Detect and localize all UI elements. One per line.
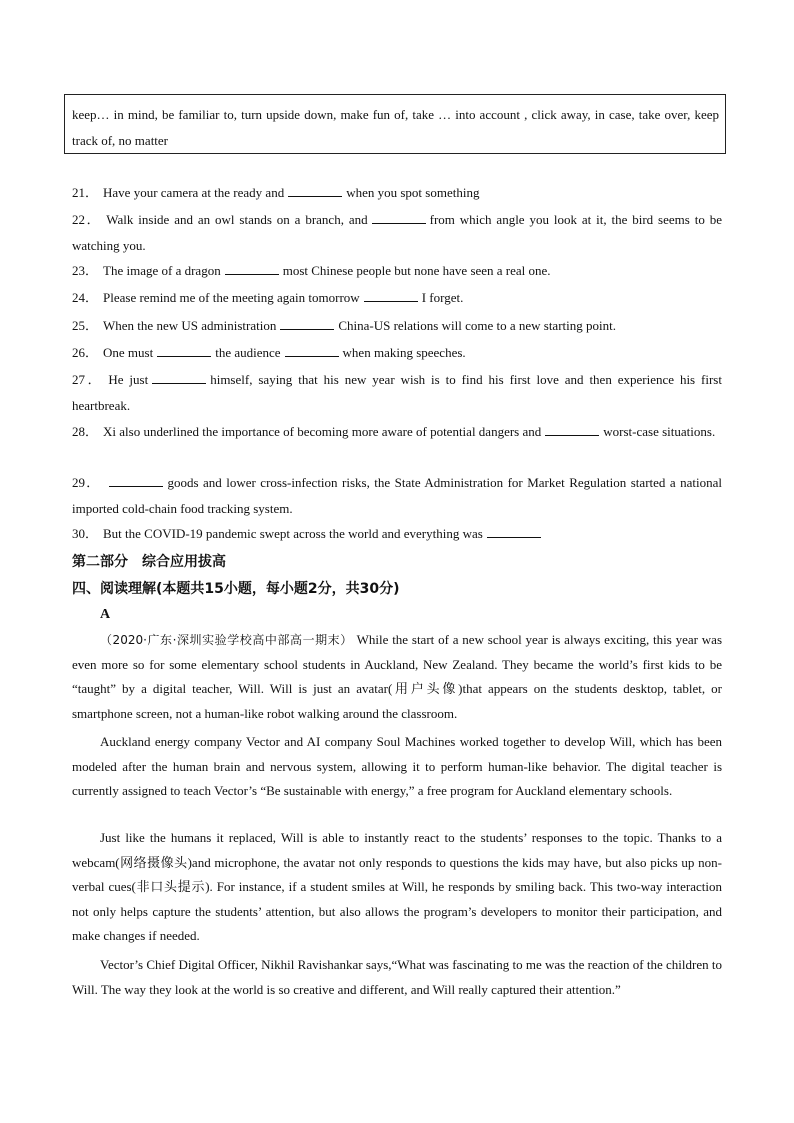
question-text-after: I forget.	[421, 290, 464, 305]
question-text-before: Xi also underlined the importance of becoming more aware of potential dangers and	[103, 424, 542, 439]
question-number: 28．	[72, 424, 99, 439]
question-text-before: The image of a dragon	[103, 263, 221, 278]
question-27	[72, 367, 722, 419]
question-text-before: When the new US administration	[103, 318, 277, 333]
question-26	[72, 340, 722, 366]
question-text-before: Please remind me of the meeting again tomorrow	[103, 290, 360, 305]
question-text-after: goods and lower cross-infection risks, the State Administration for Market Regulation started a national imported cold-chain food tracking system.	[72, 475, 722, 516]
question-number: 29．	[72, 475, 101, 490]
paragraph-3-text: Just like the humans it replaced, Will is able to instantly react to the students’ responses to the topic. Thanks to a webcam(网络摄像头)and microphone, the avatar not only responds to questions the kids may have, but also picks up non-verbal cues(非口头提示). For instance, if a student smiles at Will, he responds by smiling back. This two-way interaction not only helps capture the students’ attention, but also allows the program’s developers to monitor their participation, and make changes if needed.	[72, 830, 722, 943]
paragraph-4-text: Vector’s Chief Digital Officer, Nikhil Ravishankar says,“What was fascinating to me was the reaction of the children to Will. The way they look at the world is so creative and different, and Will really captured their attention.”	[72, 957, 722, 997]
question-number: 24．	[72, 290, 99, 305]
passage-letter: A	[100, 607, 111, 622]
question-text-after: most Chinese people but none have seen a real one.	[282, 263, 551, 278]
question-text-after: worst-case situations.	[603, 424, 716, 439]
answer-blank[interactable]	[109, 474, 163, 487]
question-number: 30．	[72, 526, 99, 541]
question-text-after: the audience	[215, 345, 281, 360]
question-text-after: when you spot something	[346, 185, 480, 200]
question-number: 25．	[72, 318, 99, 333]
question-text-before: Walk inside and an owl stands on a branch, and	[106, 212, 368, 227]
paragraph-1-text: While the start of a new school year is always exciting, this year was even more so for some elementary school students in Auckland, New Zealand. They became the world’s first kids to be “taught” by a digital teacher, Will. Will is just an avatar(用户头像)that appears on the students desktop, tablet, or smartphone screen, not a human-like robot walking around the classroom.	[72, 632, 723, 721]
question-text-after-2: when making speeches.	[342, 345, 466, 360]
question-text-after: China-US relations will come to a new starting point.	[338, 318, 616, 333]
answer-blank[interactable]	[487, 525, 541, 538]
question-text-before: One must	[103, 345, 154, 360]
source-citation: （2020·广东·深圳实验学校高中部高一期末）	[100, 633, 353, 647]
question-25	[72, 313, 722, 339]
answer-blank[interactable]	[280, 317, 334, 330]
answer-blank[interactable]	[157, 344, 211, 357]
paragraph-1	[72, 628, 722, 726]
paragraph-3	[72, 826, 722, 949]
answer-blank-2[interactable]	[285, 344, 339, 357]
phrase-bank-box	[64, 94, 726, 154]
question-text-before: He just	[108, 372, 149, 387]
question-21	[72, 180, 722, 206]
answer-blank[interactable]	[545, 423, 599, 436]
question-30	[72, 521, 722, 547]
paragraph-2	[72, 730, 722, 804]
answer-blank[interactable]	[372, 211, 426, 224]
answer-blank[interactable]	[225, 262, 279, 275]
part-two-title: 第二部分 综合应用拔高	[72, 554, 226, 570]
answer-blank[interactable]	[152, 371, 206, 384]
paragraph-4	[72, 953, 722, 1002]
answer-blank[interactable]	[364, 289, 418, 302]
question-23	[72, 258, 722, 284]
question-number: 23．	[72, 263, 99, 278]
question-number: 27．	[72, 372, 104, 387]
question-24	[72, 285, 722, 311]
section-four-title: 四、阅读理解(本题共15小题，每小题2分，共30分)	[72, 581, 400, 597]
phrase-bank-text: keep… in mind, be familiar to, turn upside down, make fun of, take … into account , click away, in case, take over, keep track of, no matter	[72, 107, 719, 148]
question-text-after: himself, saying that his new year wish is to find his first love and then experience his first heartbreak.	[72, 372, 722, 413]
paragraph-2-text: Auckland energy company Vector and AI company Soul Machines worked together to develop Will, which has been modeled after the human brain and nervous system, allowing it to perform human-like behavior. The digital teacher is currently assigned to teach Vector’s “Be sustainable with energy,” a free program for Auckland elementary schools.	[72, 734, 722, 798]
question-number: 26．	[72, 345, 99, 360]
question-number: 21．	[72, 185, 99, 200]
question-28	[72, 419, 722, 445]
answer-blank[interactable]	[288, 184, 342, 197]
question-text-after: from which angle you look at it, the bird seems to be watching you.	[72, 212, 722, 253]
question-text-before: Have your camera at the ready and	[103, 185, 285, 200]
question-29	[72, 470, 722, 522]
question-number: 22．	[72, 212, 102, 227]
question-22	[72, 207, 722, 259]
question-text-before: But the COVID-19 pandemic swept across the world and everything was	[103, 526, 483, 541]
